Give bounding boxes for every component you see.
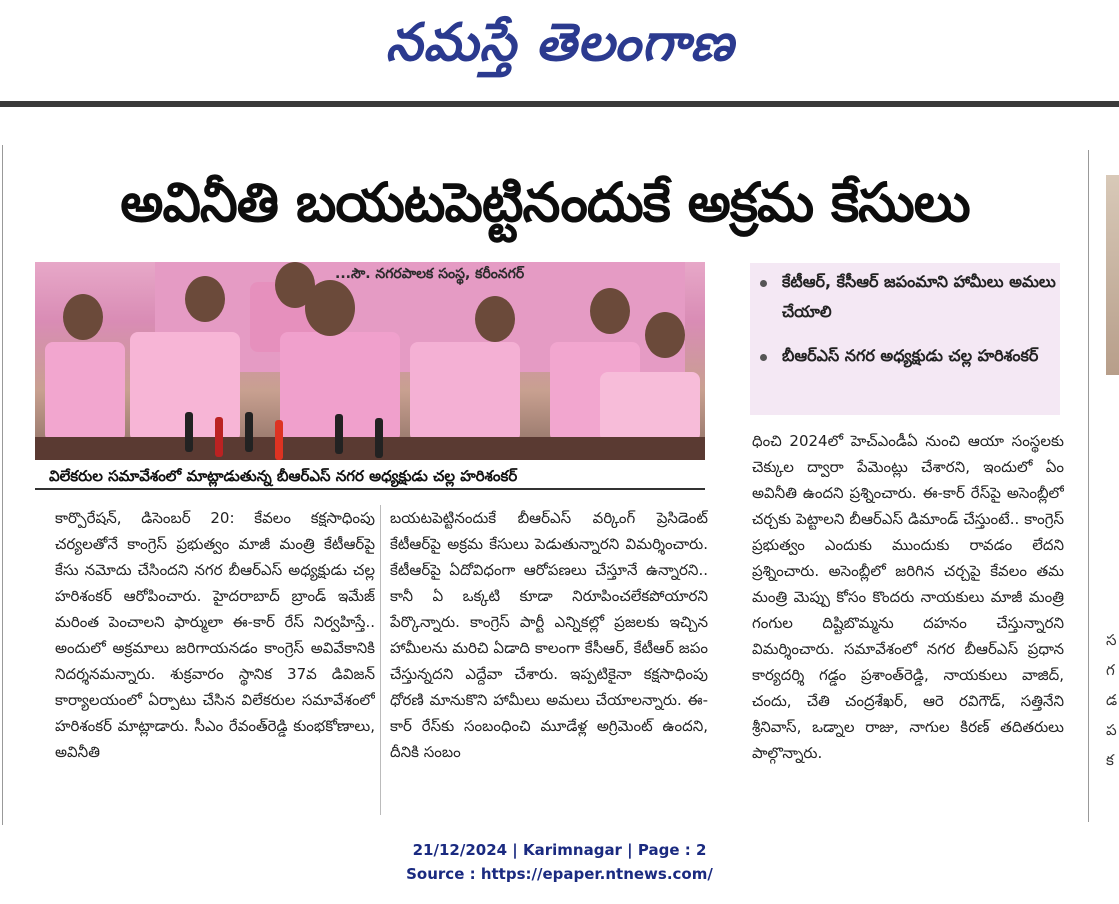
edge-char: క [1106,751,1114,769]
edge-char: డ [1106,691,1118,709]
masthead-rule [0,101,1119,107]
microphone [375,418,383,458]
bullet-icon [760,280,767,287]
adjacent-article-edge [1106,175,1119,815]
adjacent-text-edge [1106,625,1119,775]
highlights-box [750,263,1060,415]
highlight-text: కేటీఆర్, కేసీఆర్ జపంమాని హామీలు అమలు చేయాలి [782,272,1056,321]
edge-char: గ [1106,661,1115,679]
highlight-text: బీఆర్ఎస్ నగర అధ్యక్షుడు చల్ల హరిశంకర్ [782,346,1039,365]
edition-info: 21/12/2024 | Karimnagar | Page : 2 [412,841,707,859]
person-figure [600,372,700,442]
article-column-1 [55,505,375,815]
press-table [35,437,705,460]
article-column-2 [390,505,708,815]
source-link[interactable]: Source : https://epaper.ntnews.com/ [406,865,713,883]
adjacent-photo-edge [1106,175,1119,375]
person-figure [410,342,520,442]
article-border-right [1088,150,1089,822]
column-divider [380,505,381,815]
press-meet-photo [35,262,705,460]
person-head [185,276,225,322]
article-column-3 [752,428,1064,818]
microphone [245,412,253,452]
person-head [645,312,685,358]
column-text: బయటపెట్టినందుకే బీఆర్ఎస్ వర్కింగ్ ప్రెసిడెంట్ కేటీఆర్‌పై అక్రమ కేసులు పెడుతున్నారని విమర్శించారు. కేటీఆర్‌పై ఏదోవిధంగా ఆరోపణలు చేస్తూనే ఉన్నారని.. కానీ ఏ ఒక్కటి కూడా నిరూపించలేకపోయారని పేర్కొన్నారు. కాంగ్రెస్ పార్టీ ఎన్నికల్లో ప్రజలకు ఇచ్చిన హామీలను మరిచి ఏడాది కాలంగా కేసీఆర్, కేటీఆర్ జపం చేస్తున్నదని ఎద్దేవా చేశారు. ఇప్పటికైనా కక్షసాధింపు ధోరణి మానుకొని హామీలు అమలు చేయాలన్నారు. ఈ-కార్ రేస్‌కు సంబంధించి మూడేళ్ల అగ్రిమెంట్ ఉందని, దీనికి సంబం [390,509,708,761]
photo-caption: విలేకరుల సమావేశంలో మాట్లాడుతున్న బీఆర్ఎస్ నగర అధ్యక్షుడు చల్ల హరిశంకర్ [35,462,705,490]
column-text: ధించి 2024లో హెచ్‌ఎండీఏ నుంచి ఆయా సంస్థలకు చెక్కుల ద్వారా పేమెంట్లు చేశారని, ఇందులో ఏం అవినీతి ఉందని ప్రశ్నించారు. ఈ-కార్ రేస్‌పై అసెంబ్లీలో చర్చకు పెట్టాలని బీఆర్ఎస్ డిమాండ్ చేస్తుంటే.. కాంగ్రెస్ ప్రభుత్వం ఎందుకు ముందుకు రావడం లేదని ప్రశ్నించారు. అసెంబ్లీలో జరిగిన చర్చపై కేవలం తమ మంత్రి మెప్పు కోసం కొందరు నాయకులు మాజీ మంత్రి గంగుల దిష్టిబొమ్మను దహనం చేస్తున్నారని విమర్శించారు. సమావేశంలో నగర బీఆర్ఎస్ ప్రధాన కార్యదర్శి గడ్డం ప్రశాంత్‌రెడ్డి, నాయకులు వాజిద్, చందు, చేతి చంద్రశేఖర్, ఆరె రవిగౌడ్, సత్తినేని శ్రీనివాస్, ఒడ్నాల రాజు, నాగుల కిరణ్ తదితరులు పాల్గొన్నారు. [752,432,1064,762]
masthead [0,0,1119,100]
microphone [335,414,343,454]
edge-char: స [1106,631,1117,649]
person-head [475,296,515,342]
newspaper-logo: నమస్తే తెలంగాణ [385,13,735,73]
microphone [275,420,283,460]
bullet-icon [760,354,767,361]
microphone [185,412,193,452]
person-head [590,288,630,334]
person-figure [45,342,125,442]
banner-text: ...సౌ. నగరపాలక సంస్థ, కరీంనగర్ [335,266,525,282]
source-footer [0,838,1119,886]
article-headline: అవినీతి బయటపెట్టినందుకే అక్రమ కేసులు [120,171,970,234]
person-head [63,294,103,340]
edge-char: ప [1106,721,1117,739]
microphone [215,417,223,457]
column-text: కార్పొరేషన్, డిసెంబర్ 20: కేవలం కక్షసాధింపు చర్యలతోనే కాంగ్రెస్ ప్రభుత్వం మాజీ మంత్రి కేటీఆర్‌పై కేసు నమోదు చేసిందని నగర బీఆర్ఎస్ అధ్యక్షుడు చల్ల హరిశంకర్ ఆరోపించారు. హైదరాబాద్ బ్రాండ్ ఇమేజ్ మరింత పెంచాలని ఫార్ములా ఈ-కార్ రేస్ నిర్వహిస్తే.. అందులో అక్రమాలు జరిగాయనడం కాంగ్రెస్ అవివేకానికి నిదర్శనమన్నారు. శుక్రవారం స్థానిక 37వ డివిజన్ కార్యాలయంలో ఏర్పాటు చేసిన విలేకరుల సమావేశంలో హరిశంకర్ మాట్లాడారు. సీఎం రేవంత్‌రెడ్డి కుంభకోణాలు, అవినీతి [55,509,375,761]
article-border-left [2,145,3,825]
person-head [305,280,355,336]
